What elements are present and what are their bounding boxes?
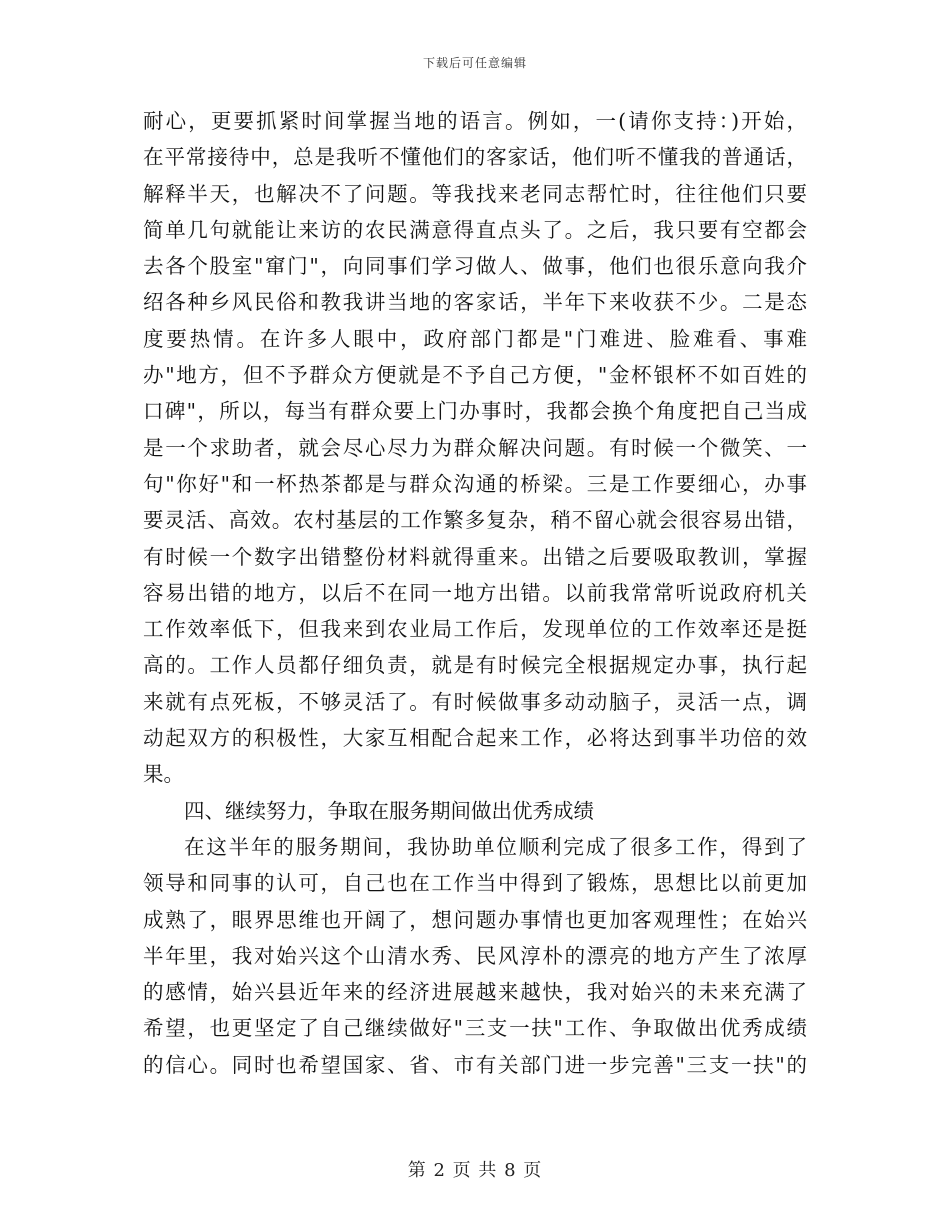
text-line: 成熟了，眼界思维也开阔了，想问题办事情也更加客观理性；在始兴 — [143, 907, 807, 932]
text-line: 容易出错的地方，以后不在同一地方出错。以前我常常听说政府机关 — [143, 580, 807, 605]
page-header-note: 下载后可任意编辑 — [422, 56, 527, 70]
text-line: 解释半天，也解决不了问题。等我找来老同志帮忙时，往往他们只要 — [143, 181, 807, 206]
text-line: 办"地方，但不予群众方便就是不予自己方便，"金杯银杯不如百姓的 — [143, 363, 807, 388]
text-line: 有时候一个数字出错整份材料就得重来。出错之后要吸取教训，掌握 — [143, 544, 807, 569]
text-line: 度要热情。在许多人眼中，政府部门都是"门难进、脸难看、事难 — [143, 326, 807, 351]
text-line: 的感情，始兴县近年来的经济进展越来越快，我对始兴的未来充满了 — [143, 980, 807, 1005]
text-line: 去各个股室"窜门"，向同事们学习做人、做事，他们也很乐意向我介 — [143, 254, 807, 279]
text-line: 简单几句就能让来访的农民满意得直点头了。之后，我只要有空都会 — [143, 217, 807, 242]
text-line: 口碑"，所以，每当有群众要上门办事时，我都会换个角度把自己当成 — [143, 399, 807, 424]
text-line: 希望，也更坚定了自己继续做好"三支一扶"工作、争取做出优秀成绩 — [143, 1016, 807, 1041]
text-line: 在这半年的服务期间，我协助单位顺利完成了很多工作，得到了 — [184, 834, 807, 859]
text-line: 绍各种乡风民俗和教我讲当地的客家话，半年下来收获不少。二是态 — [143, 290, 807, 315]
text-line: 半年里，我对始兴这个山清水秀、民风淳朴的漂亮的地方产生了浓厚 — [143, 943, 807, 968]
text-line: 领导和同事的认可，自己也在工作当中得到了锻炼，思想比以前更加 — [143, 871, 807, 896]
text-line: 在平常接待中，总是我听不懂他们的客家话，他们听不懂我的普通话， — [143, 145, 807, 170]
text-line: 句"你好"和一杯热茶都是与群众沟通的桥梁。三是工作要细心，办事 — [143, 471, 807, 496]
text-line: 要灵活、高效。农村基层的工作繁多复杂，稍不留心就会很容易出错， — [143, 508, 807, 533]
text-line: 来就有点死板，不够灵活了。有时候做事多动动脑子，灵活一点，调 — [143, 689, 807, 714]
text-line: 是一个求助者，就会尽心尽力为群众解决问题。有时候一个微笑、一 — [143, 435, 807, 460]
text-line: 高的。工作人员都仔细负责，就是有时候完全根据规定办事，执行起 — [143, 653, 807, 678]
section-heading: 四、继续努力，争取在服务期间做出优秀成绩 — [184, 798, 594, 823]
document-body — [143, 103, 807, 1083]
text-line: 工作效率低下，但我来到农业局工作后，发现单位的工作效率还是挺 — [143, 617, 807, 642]
text-line: 果。 — [143, 762, 184, 787]
page-number: 第 2 页 共 8 页 — [407, 1160, 543, 1181]
text-line: 的信心。同时也希望国家、省、市有关部门进一步完善"三支一扶"的 — [143, 1052, 807, 1077]
text-line: 动起双方的积极性，大家互相配合起来工作，必将达到事半功倍的效 — [143, 726, 807, 751]
text-line: 耐心，更要抓紧时间掌握当地的语言。例如，一(请你支持：)开始， — [143, 109, 807, 133]
